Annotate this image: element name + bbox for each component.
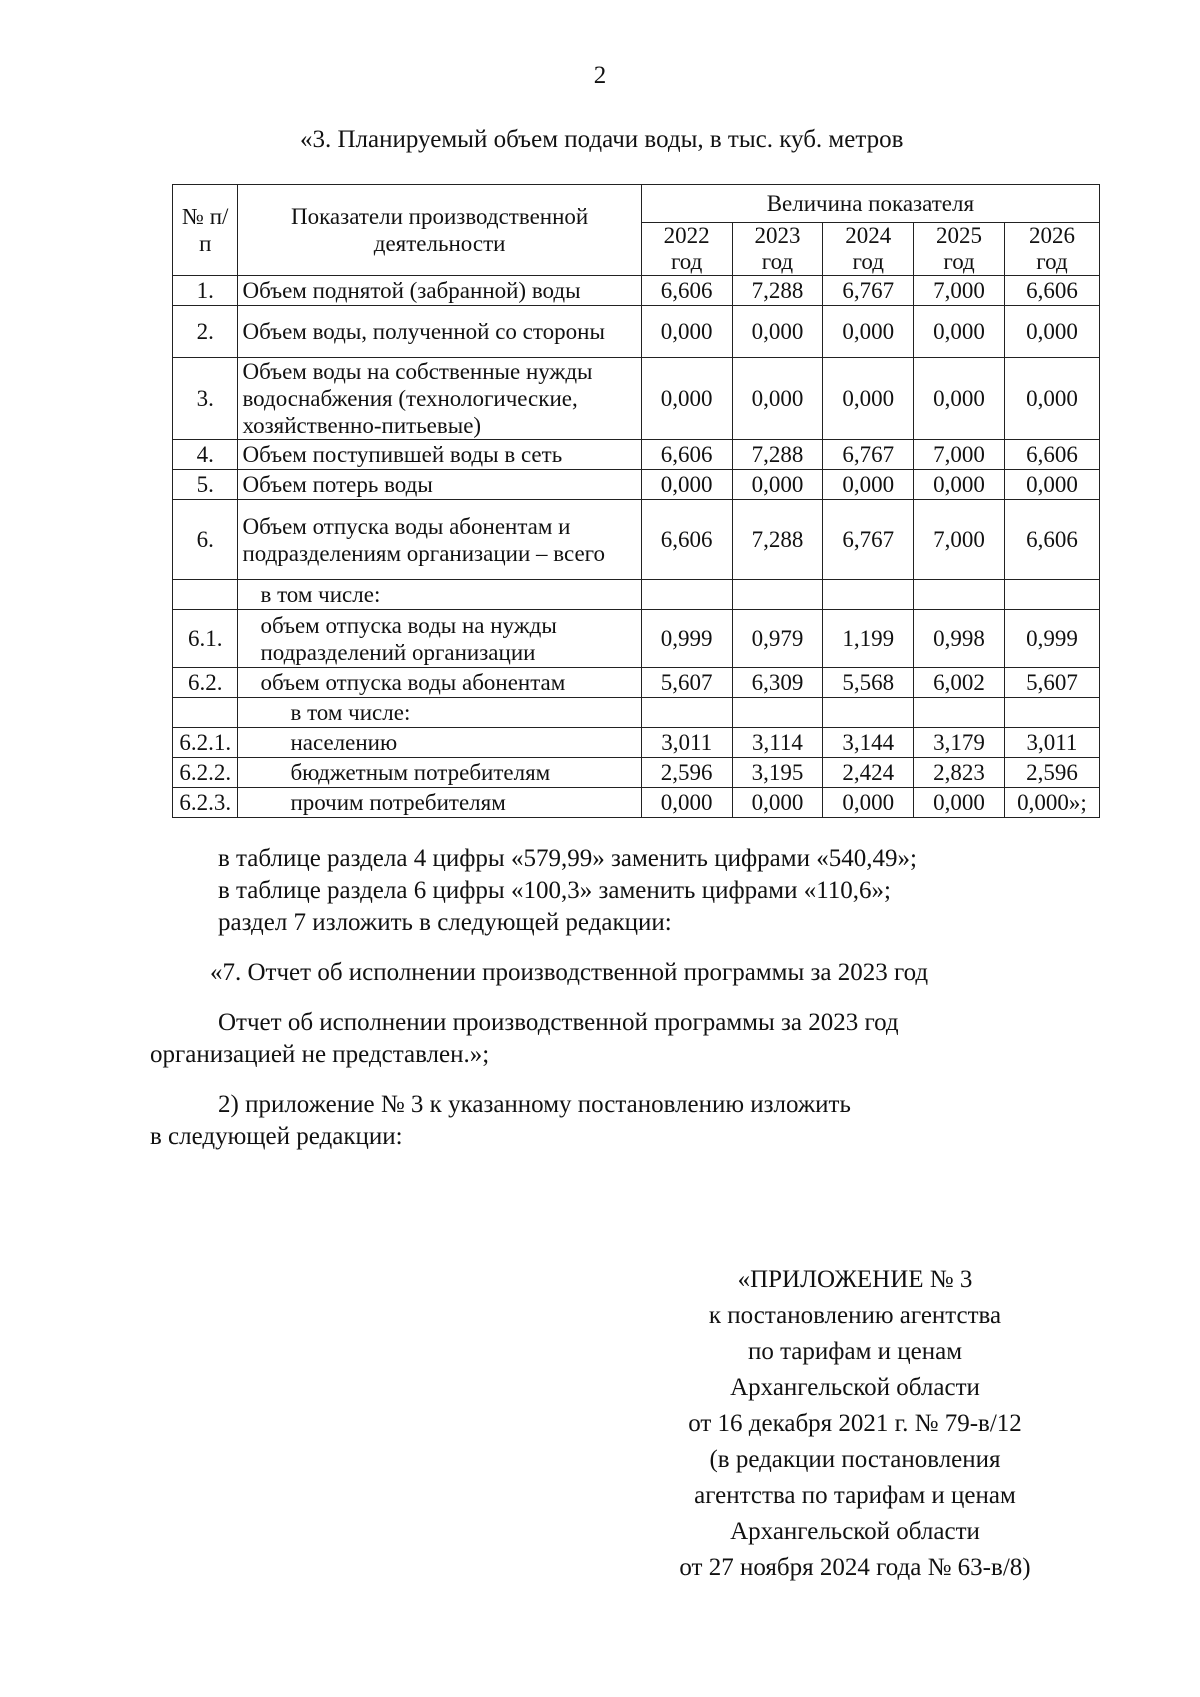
row-value: 0,000 bbox=[1004, 358, 1099, 440]
row-value: 2,424 bbox=[823, 758, 914, 788]
row-value: 6,606 bbox=[641, 440, 732, 470]
item2-line-2: в следующей редакции: bbox=[150, 1123, 403, 1150]
row-value: 3,144 bbox=[823, 728, 914, 758]
table-row bbox=[173, 728, 1100, 758]
appendix-line: Архангельской области bbox=[730, 1518, 980, 1545]
table-row bbox=[173, 610, 1100, 668]
row-value: 0,999 bbox=[641, 610, 732, 668]
report-line-1: Отчет об исполнении производственной программы за 2023 год bbox=[218, 1009, 899, 1036]
appendix-line: «ПРИЛОЖЕНИЕ № 3 bbox=[737, 1266, 973, 1293]
header-indicator: Показатели производственной деятельности bbox=[238, 185, 641, 276]
row-value: 0,000 bbox=[914, 306, 1005, 358]
row-value: 6,606 bbox=[1004, 440, 1099, 470]
row-value bbox=[641, 580, 732, 610]
row-value: 0,999 bbox=[1004, 610, 1099, 668]
row-number bbox=[173, 698, 238, 728]
row-indicator: в том числе: bbox=[238, 698, 641, 728]
row-value: 0,000 bbox=[732, 470, 823, 500]
section-title: «3. Планируемый объем подачи воды, в тыс. куб. метров bbox=[300, 126, 904, 153]
row-indicator: бюджетным потребителям bbox=[238, 758, 641, 788]
header-year-unit: год bbox=[1036, 249, 1068, 274]
row-value: 6,002 bbox=[914, 668, 1005, 698]
row-value: 0,000»; bbox=[1004, 788, 1099, 818]
header-year-cell bbox=[823, 223, 914, 276]
row-indicator: в том числе: bbox=[238, 580, 641, 610]
row-value: 3,114 bbox=[732, 728, 823, 758]
row-number: 6.2. bbox=[173, 668, 238, 698]
row-value: 0,000 bbox=[641, 358, 732, 440]
row-value bbox=[914, 698, 1005, 728]
header-year: 2025 bbox=[936, 223, 983, 248]
row-value: 0,000 bbox=[1004, 470, 1099, 500]
row-value bbox=[914, 580, 1005, 610]
row-value: 5,607 bbox=[1004, 668, 1099, 698]
row-value: 0,000 bbox=[823, 358, 914, 440]
row-value: 0,000 bbox=[732, 306, 823, 358]
row-indicator: Объем воды, полученной со стороны bbox=[238, 306, 641, 358]
row-value: 2,823 bbox=[914, 758, 1005, 788]
header-year-cell bbox=[732, 223, 823, 276]
page-number: 2 bbox=[593, 62, 607, 89]
row-number: 2. bbox=[173, 306, 238, 358]
row-value bbox=[1004, 698, 1099, 728]
row-value: 0,000 bbox=[823, 788, 914, 818]
row-value: 7,000 bbox=[914, 440, 1005, 470]
row-value: 3,011 bbox=[1004, 728, 1099, 758]
row-value: 0,000 bbox=[732, 788, 823, 818]
row-value: 6,606 bbox=[641, 276, 732, 306]
header-year-unit: год bbox=[761, 249, 794, 274]
row-value: 6,606 bbox=[1004, 500, 1099, 580]
header-year-cell bbox=[914, 223, 1005, 276]
row-number: 6.1. bbox=[173, 610, 238, 668]
header-year-cell bbox=[1004, 223, 1099, 276]
row-value: 3,195 bbox=[732, 758, 823, 788]
header-year-unit: год bbox=[670, 249, 703, 274]
row-value: 0,000 bbox=[641, 788, 732, 818]
row-indicator: Объем потерь воды bbox=[238, 470, 641, 500]
table-row bbox=[173, 500, 1100, 580]
row-value bbox=[732, 580, 823, 610]
row-value: 0,000 bbox=[732, 358, 823, 440]
row-value: 3,011 bbox=[641, 728, 732, 758]
row-value: 0,979 bbox=[732, 610, 823, 668]
paragraph-section4: в таблице раздела 4 цифры «579,99» заменить цифрами «540,49»; bbox=[218, 845, 917, 872]
table-row bbox=[173, 668, 1100, 698]
row-number: 4. bbox=[173, 440, 238, 470]
row-value: 7,288 bbox=[732, 440, 823, 470]
appendix-line: (в редакции постановления bbox=[709, 1446, 1001, 1473]
appendix-line: Архангельской области bbox=[730, 1374, 980, 1401]
row-value: 0,000 bbox=[914, 470, 1005, 500]
row-indicator: населению bbox=[238, 728, 641, 758]
table-row bbox=[173, 276, 1100, 306]
row-number: 1. bbox=[173, 276, 238, 306]
row-value: 1,199 bbox=[823, 610, 914, 668]
report-line-2: организацией не представлен.»; bbox=[150, 1041, 490, 1068]
row-number: 5. bbox=[173, 470, 238, 500]
row-value: 2,596 bbox=[1004, 758, 1099, 788]
header-year: 2024 bbox=[845, 223, 892, 248]
paragraph-section6: в таблице раздела 6 цифры «100,3» заменить цифрами «110,6»; bbox=[218, 877, 891, 904]
row-indicator: объем отпуска воды на нужды подразделений организации bbox=[238, 610, 641, 668]
table-row bbox=[173, 470, 1100, 500]
header-year-unit: год bbox=[852, 249, 884, 274]
paragraph-section7-intro: раздел 7 изложить в следующей редакции: bbox=[218, 909, 672, 936]
row-value: 0,000 bbox=[1004, 306, 1099, 358]
header-year: 2022 bbox=[663, 223, 710, 248]
appendix-header bbox=[620, 1262, 1090, 1586]
row-value: 7,000 bbox=[914, 500, 1005, 580]
row-value: 5,607 bbox=[641, 668, 732, 698]
row-value: 7,000 bbox=[914, 276, 1005, 306]
header-num: № п/п bbox=[173, 185, 238, 276]
row-value bbox=[823, 698, 914, 728]
row-value bbox=[641, 698, 732, 728]
table-row bbox=[173, 306, 1100, 358]
appendix-line: по тарифам и ценам bbox=[747, 1338, 963, 1365]
row-value: 0,998 bbox=[914, 610, 1005, 668]
appendix-line: агентства по тарифам и ценам bbox=[694, 1482, 1016, 1509]
row-value: 6,309 bbox=[732, 668, 823, 698]
item2-line-1: 2) приложение № 3 к указанному постановлению изложить bbox=[218, 1091, 851, 1118]
header-value-group: Величина показателя bbox=[641, 185, 1099, 223]
appendix-line: к постановлению агентства bbox=[708, 1302, 1002, 1329]
table-row bbox=[173, 358, 1100, 440]
row-value: 3,179 bbox=[914, 728, 1005, 758]
row-number bbox=[173, 580, 238, 610]
table-row bbox=[173, 440, 1100, 470]
row-number: 6.2.3. bbox=[173, 788, 238, 818]
appendix-line: от 27 ноября 2024 года № 63-в/8) bbox=[679, 1554, 1031, 1581]
row-indicator: прочим потребителям bbox=[238, 788, 641, 818]
table-row bbox=[173, 788, 1100, 818]
water-supply-table bbox=[172, 184, 1100, 818]
row-value: 7,288 bbox=[732, 500, 823, 580]
table-row bbox=[173, 580, 1100, 610]
header-year-unit: год bbox=[943, 249, 975, 274]
row-value: 0,000 bbox=[914, 358, 1005, 440]
row-value: 5,568 bbox=[823, 668, 914, 698]
row-number: 6.2.1. bbox=[173, 728, 238, 758]
row-value: 0,000 bbox=[641, 306, 732, 358]
header-year-cell bbox=[641, 223, 732, 276]
row-indicator: Объем воды на собственные нужды водоснабжения (технологические, хозяйственно-питьевые) bbox=[238, 358, 641, 440]
row-value: 7,288 bbox=[732, 276, 823, 306]
table-row bbox=[173, 698, 1100, 728]
row-value: 0,000 bbox=[914, 788, 1005, 818]
row-value: 0,000 bbox=[823, 470, 914, 500]
row-value: 6,606 bbox=[641, 500, 732, 580]
row-value bbox=[1004, 580, 1099, 610]
section7-title: «7. Отчет об исполнении производственной программы за 2023 год bbox=[210, 959, 929, 986]
row-value bbox=[732, 698, 823, 728]
row-number: 6.2.2. bbox=[173, 758, 238, 788]
row-indicator: объем отпуска воды абонентам bbox=[238, 668, 641, 698]
header-year: 2023 bbox=[754, 223, 801, 248]
row-value: 6,767 bbox=[823, 276, 914, 306]
row-value: 6,767 bbox=[823, 500, 914, 580]
row-value: 0,000 bbox=[641, 470, 732, 500]
row-number: 3. bbox=[173, 358, 238, 440]
row-value: 6,606 bbox=[1004, 276, 1099, 306]
appendix-line: от 16 декабря 2021 г. № 79-в/12 bbox=[688, 1410, 1022, 1437]
row-value: 2,596 bbox=[641, 758, 732, 788]
row-number: 6. bbox=[173, 500, 238, 580]
row-indicator: Объем поднятой (забранной) воды bbox=[238, 276, 641, 306]
row-value bbox=[823, 580, 914, 610]
row-value: 0,000 bbox=[823, 306, 914, 358]
table-row bbox=[173, 758, 1100, 788]
row-value: 6,767 bbox=[823, 440, 914, 470]
row-indicator: Объем отпуска воды абонентам и подразделениям организации – всего bbox=[238, 500, 641, 580]
row-indicator: Объем поступившей воды в сеть bbox=[238, 440, 641, 470]
header-year: 2026 bbox=[1028, 223, 1075, 248]
